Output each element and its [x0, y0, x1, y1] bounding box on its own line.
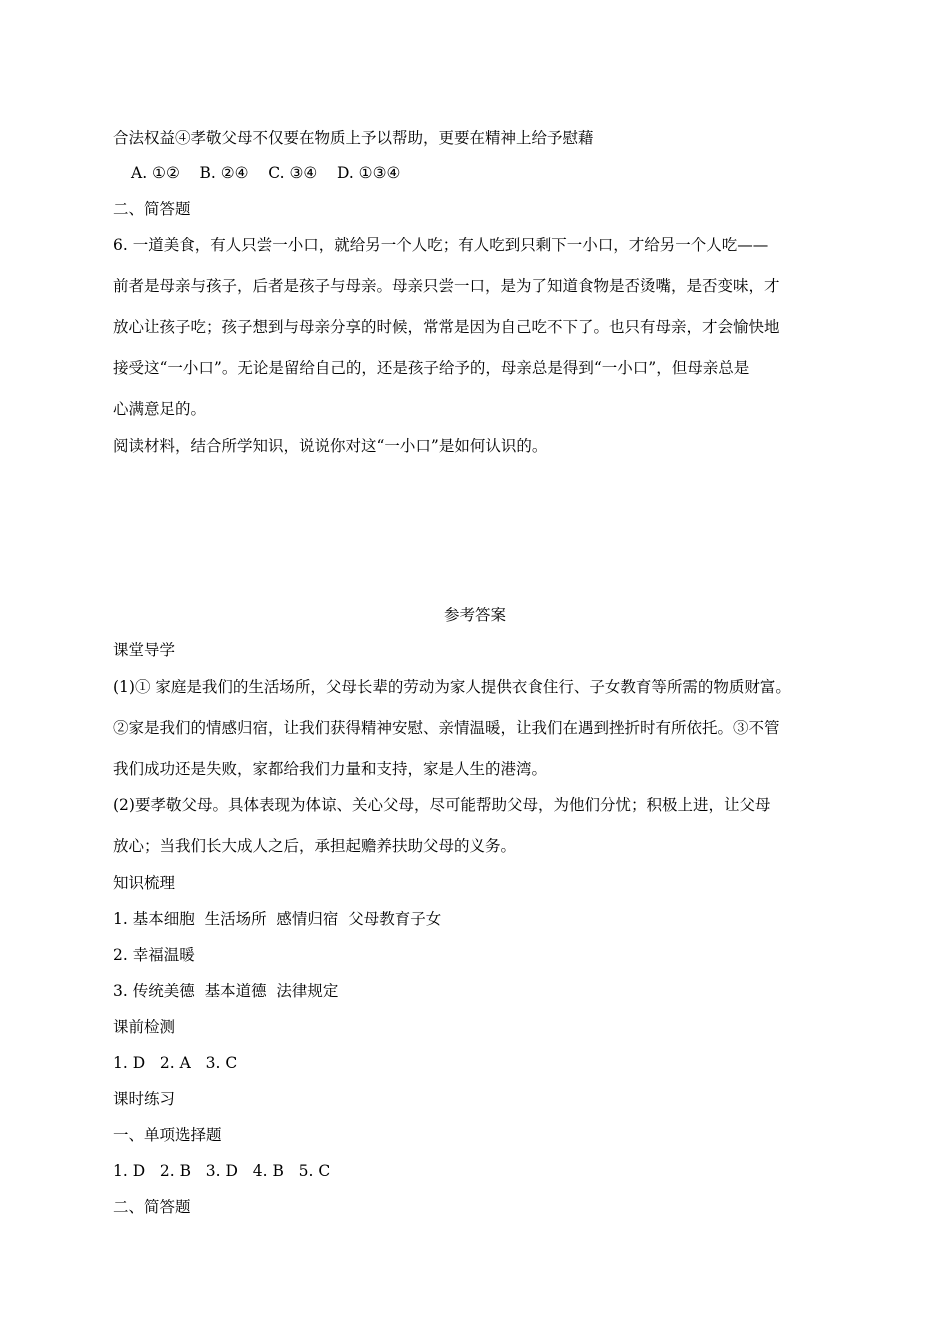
guide-line: ②家是我们的情感归宿，让我们获得精神安慰、亲情温暖，让我们在遇到挫折时有所依托。③不管 [113, 719, 780, 737]
guide-line: 放心；当我们长大成人之后，承担起赡养扶助父母的义务。 [113, 837, 517, 855]
short-answer-heading: 二、简答题 [113, 1198, 191, 1216]
guide-line: 我们成功还是失败，家都给我们力量和支持，家是人生的港湾。 [113, 760, 548, 778]
question-6-line: 6. 一道美食，有人只尝一小口，就给另一个人吃；有人吃到只剩下一小口，才给另一个人吃—— [113, 236, 769, 254]
practice-heading: 课时练习 [113, 1090, 176, 1108]
question-continuation: 合法权益④孝敬父母不仅要在物质上予以帮助，更要在精神上给予慰藉 [113, 129, 594, 147]
answer-options: A. ①② B. ②④ C. ③④ D. ①③④ [131, 164, 401, 182]
knowledge-heading: 知识梳理 [113, 874, 176, 892]
knowledge-line: 2. 幸福温暖 [113, 946, 195, 964]
single-choice-heading: 一、单项选择题 [113, 1126, 222, 1144]
single-choice-answers: 1. D 2. B 3. D 4. B 5. C [113, 1162, 331, 1180]
question-6-line: 心满意足的。 [113, 400, 207, 418]
precheck-heading: 课前检测 [113, 1018, 176, 1036]
knowledge-line: 1. 基本细胞 生活场所 感情归宿 父母教育子女 [113, 910, 442, 928]
section-heading-short-answer: 二、简答题 [113, 200, 191, 218]
guide-line: (2)要孝敬父母。具体表现为体谅、关心父母，尽可能帮助父母，为他们分忧；积极上进，让父母 [113, 796, 771, 814]
question-6-prompt: 阅读材料，结合所学知识，说说你对这“一小口”是如何认识的。 [113, 437, 548, 455]
guide-line: (1)① 家庭是我们的生活场所，父母长辈的劳动为家人提供衣食住行、子女教育等所需的物质财富。 [113, 678, 791, 696]
question-6-line: 前者是母亲与孩子，后者是孩子与母亲。母亲只尝一口，是为了知道食物是否烫嘴，是否变味，才 [113, 277, 780, 295]
question-6-line: 接受这“一小口”。无论是留给自己的，还是孩子给予的，母亲总是得到“一小口”，但母亲总是 [113, 359, 750, 377]
precheck-answers: 1. D 2. A 3. C [113, 1054, 238, 1072]
knowledge-line: 3. 传统美德 基本道德 法律规定 [113, 982, 339, 1000]
answers-title: 参考答案 [443, 606, 506, 624]
question-6-line: 放心让孩子吃；孩子想到与母亲分享的时候，常常是因为自己吃不下了。也只有母亲，才会愉快地 [113, 318, 780, 336]
classroom-guide-heading: 课堂导学 [113, 641, 176, 659]
